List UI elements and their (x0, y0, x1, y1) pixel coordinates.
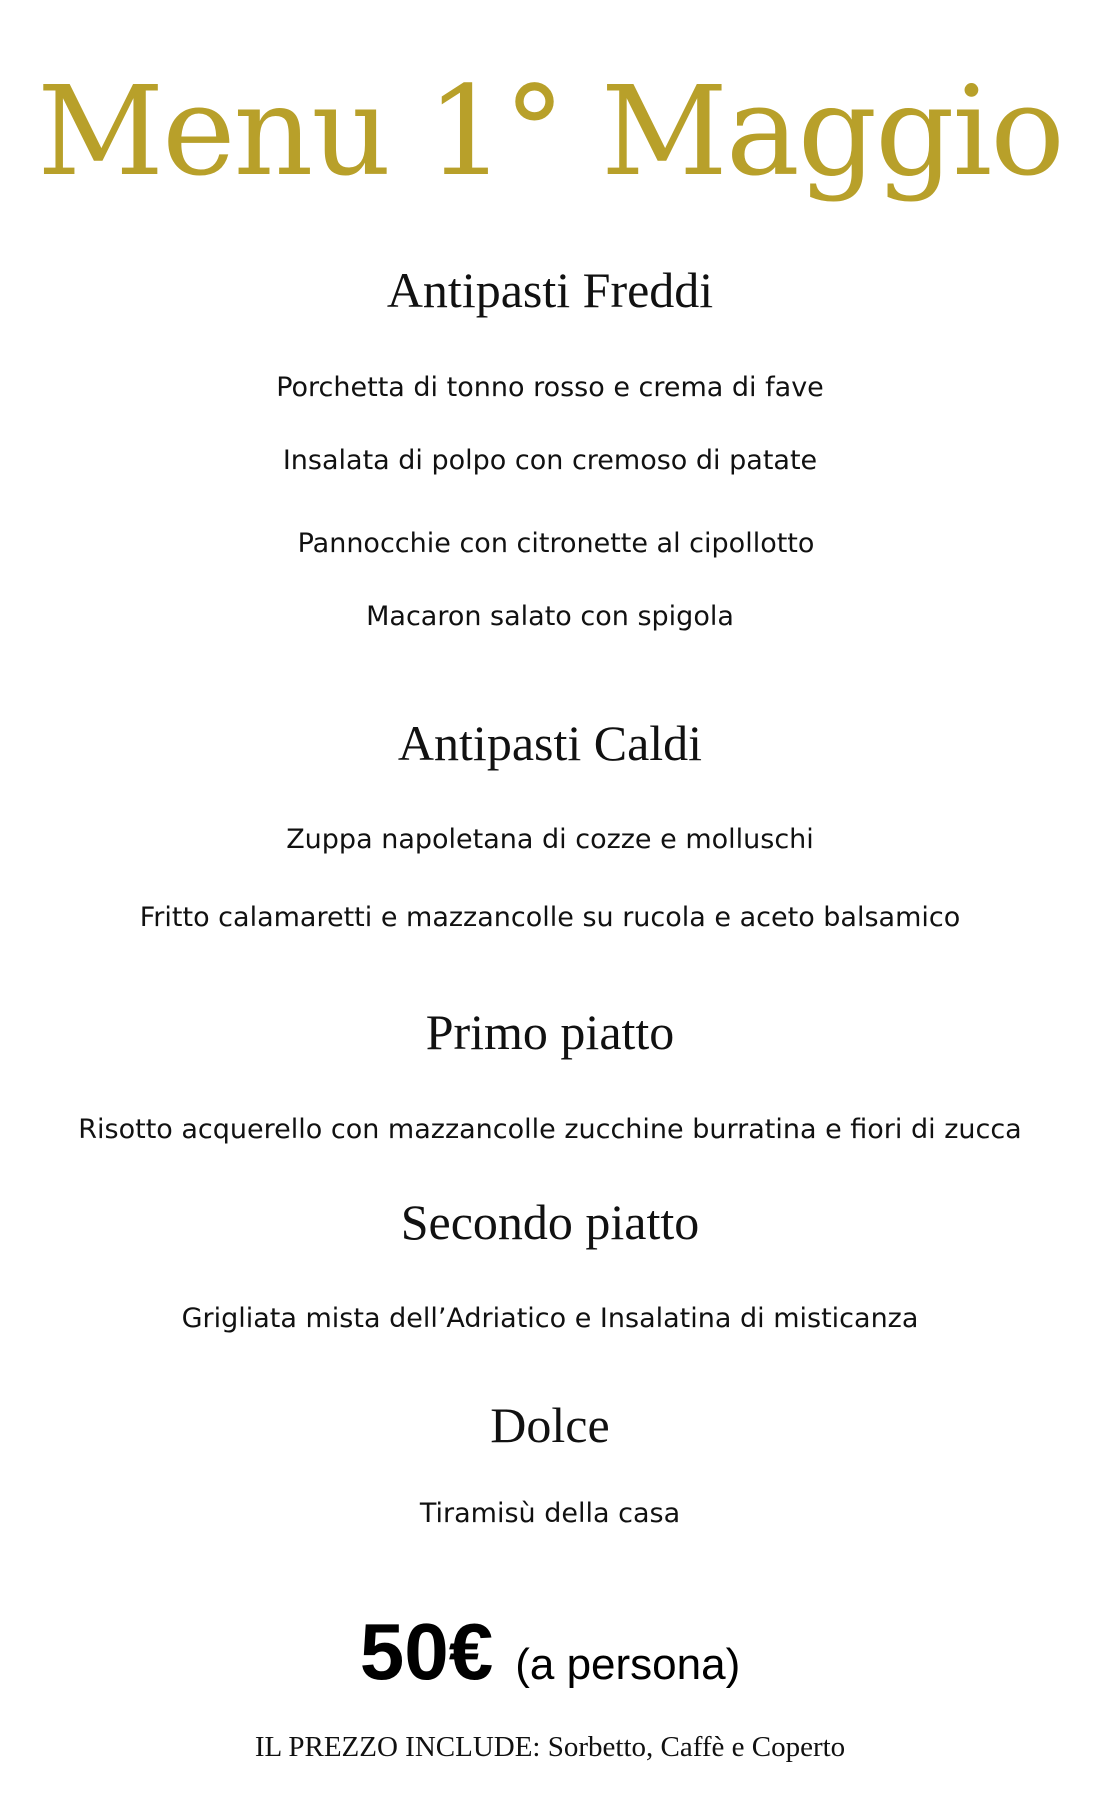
price-row (0, 1607, 1100, 1696)
price-amount: 50€ (359, 1607, 494, 1696)
menu-item: Zuppa napoletana di cozze e molluschi (286, 824, 814, 855)
section-heading-dolce: Dolce (490, 1397, 610, 1453)
menu-title: Menu 1° Maggio (37, 60, 1063, 204)
section-heading-antipasti-caldi: Antipasti Caldi (397, 715, 703, 771)
menu-item: Porchetta di tonno rosso e crema di fave (276, 372, 824, 403)
section-heading-secondo-piatto: Secondo piatto (400, 1194, 700, 1250)
menu-item: Tiramisù della casa (419, 1498, 681, 1529)
price-includes-note: IL PREZZO INCLUDE: Sorbetto, Caffè e Coperto (254, 1731, 846, 1763)
menu-item: Pannocchie con citronette al cipollotto (297, 528, 815, 559)
menu-item: Risotto acquerello con mazzancolle zucchine burratina e fiori di zucca (78, 1114, 1022, 1145)
menu-item: Macaron salato con spigola (366, 601, 734, 632)
menu-item: Grigliata mista dell’Adriatico e Insalatina di misticanza (181, 1303, 919, 1334)
section-heading-primo-piatto: Primo piatto (425, 1004, 675, 1060)
menu-item: Insalata di polpo con cremoso di patate (282, 445, 818, 476)
price-note: (a persona) (515, 1640, 741, 1689)
menu-item: Fritto calamaretti e mazzancolle su rucola e aceto balsamico (139, 902, 961, 933)
section-heading-antipasti-freddi: Antipasti Freddi (386, 262, 714, 318)
